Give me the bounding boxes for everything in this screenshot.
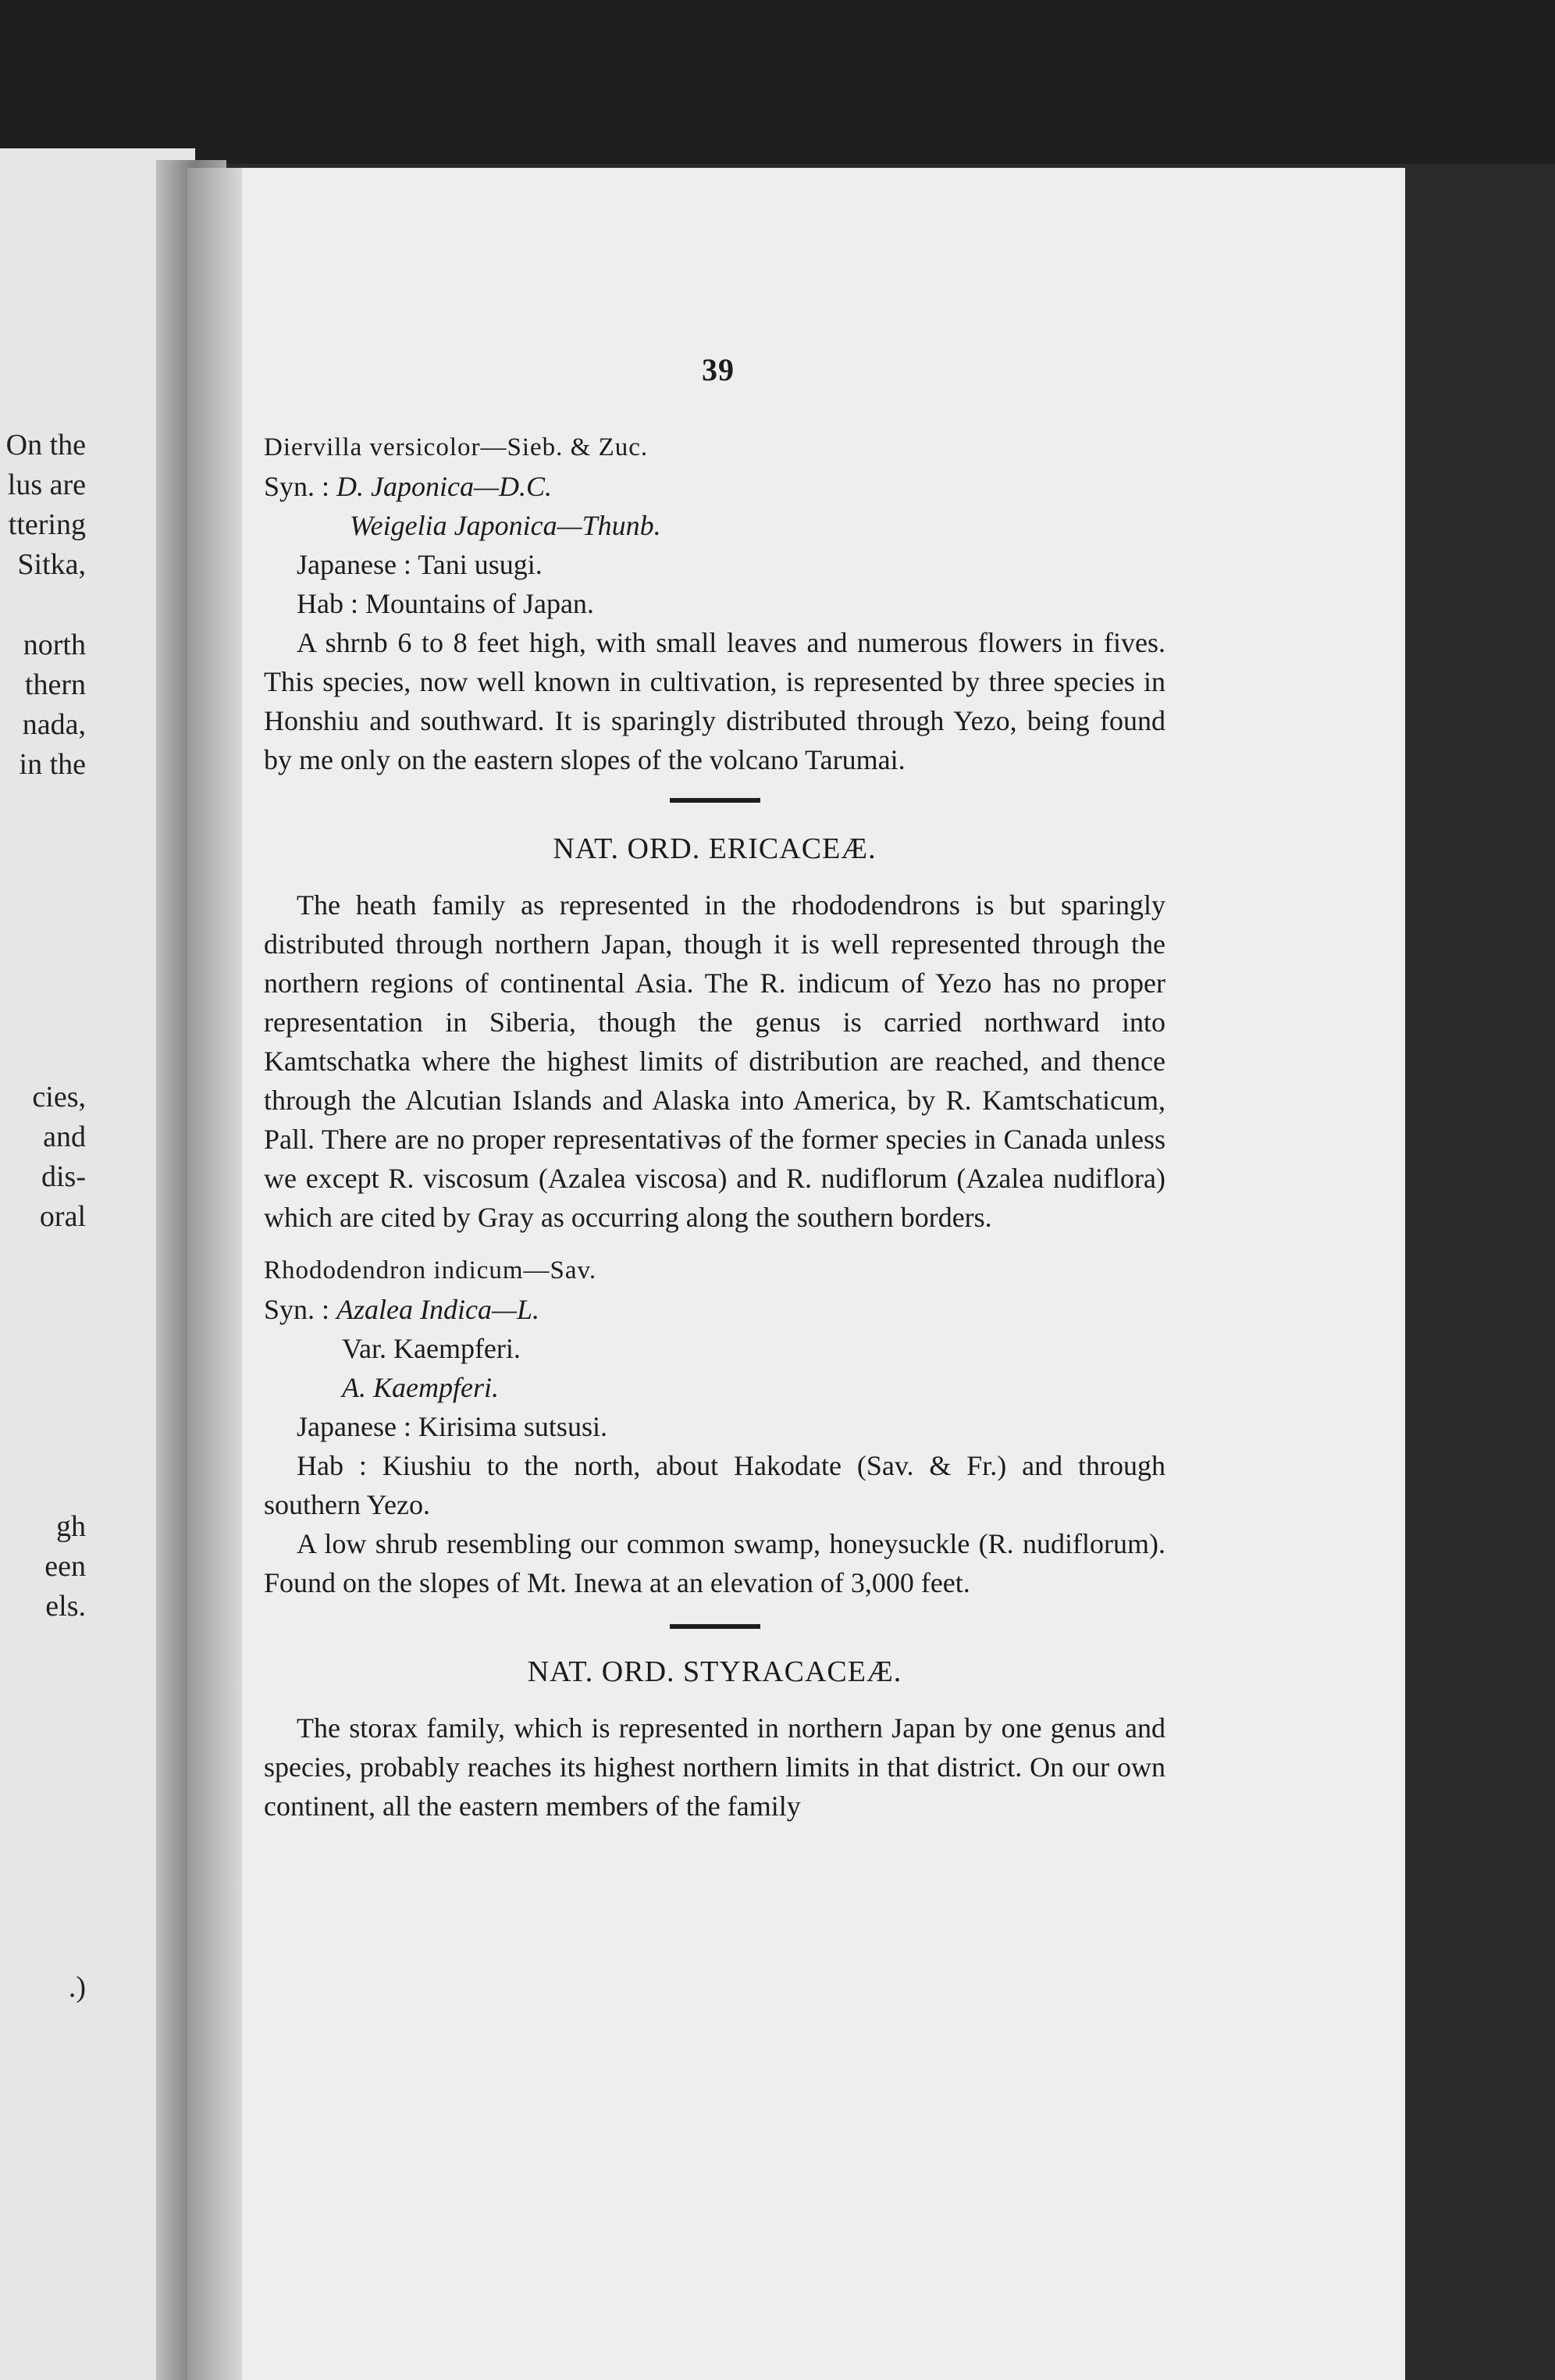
left-page-fragment: north — [23, 629, 86, 661]
page-content — [264, 428, 1165, 1826]
left-page-fragment: ttering — [8, 508, 86, 541]
species-name-diervilla: Diervilla versicolor—Sieb. & Zuc. — [264, 433, 649, 461]
background-top — [0, 0, 1555, 164]
intro-ericaceae: The heath family as represented in the rhododendrons is but sparingly distributed through northern Japan, though it is well represented through the northern regions of continental Asia. The R. indicum of Yezo has no proper representation in Siberia, though the genus is carried northward into Kamtschatka where the highest limits of distribution are reached, and thence through the Alcutian Islands and Alaska into America, by R. Kamtschaticum, Pall. There are no proper representativəs of the former species in Canada unless we except R. viscosum (Azalea viscosa) and R. nudiflorum (Azalea nudiflora) which are cited by Gray as occurring along the southern borders. — [264, 889, 1165, 1233]
left-page-fragment: gh — [56, 1510, 86, 1543]
left-page-fragment: and — [43, 1121, 86, 1153]
left-page-fragment: oral — [39, 1200, 86, 1233]
synonyms-diervilla: Syn. : D. Japonica—D.C. Weigelia Japonica—Thunb. — [264, 471, 661, 541]
left-page-fragment: dis- — [41, 1160, 86, 1193]
left-page-fragment: in the — [19, 748, 86, 781]
species-name-rhododendron: Rhododendron indicum—Sav. — [264, 1256, 597, 1284]
left-page-fragment: nada, — [22, 708, 86, 741]
left-page-fragment: cies, — [32, 1081, 86, 1113]
left-page-fragment: els. — [45, 1590, 86, 1623]
synonyms-rhododendron: Syn. : Azalea Indica—L. Var. Kaempferi. A. Kaempferi. — [264, 1294, 540, 1403]
intro-styracaceae: The storax family, which is represented in northern Japan by one genus and species, probably reaches its highest northern limits in that district. On our own continent, all the eastern members of the family — [264, 1712, 1165, 1822]
order-title-styracaceae: NAT. ORD. STYRACACEÆ. — [527, 1655, 902, 1688]
left-page-fragment: een — [44, 1550, 86, 1583]
japanese-name-rhododendron: Japanese : Kirisima sutsusi. — [297, 1411, 607, 1442]
page-shadow — [187, 168, 242, 2380]
habitat-diervilla: Hab : Mountains of Japan. — [297, 588, 594, 619]
left-page-fragment: On the — [5, 429, 86, 461]
japanese-name-diervilla: Japanese : Tani usugi. — [297, 549, 543, 580]
divider-2 — [264, 1602, 1165, 1652]
order-title-ericaceae: NAT. ORD. ERICACEÆ. — [553, 832, 877, 865]
page-number: 39 — [702, 352, 735, 387]
description-diervilla: A shrnb 6 to 8 feet high, with small leaves and numerous flowers in fives. This species, now well known in cultivation, is represented by three species in Honshiu and southward. It is sparingly distributed through Yezo, being found by me only on the eastern slopes of the volcano Tarumai. — [264, 627, 1165, 775]
description-rhododendron: A low shrub resembling our common swamp, honeysuckle (R. nudiflorum). Found on the slopes of Mt. Inewa at an elevation of 3,000 feet. — [264, 1528, 1165, 1598]
left-page-fragment: thern — [24, 668, 86, 701]
left-page-fragment: lus are — [7, 469, 86, 501]
left-page-fragment: Sitka, — [17, 548, 86, 581]
divider-1 — [264, 779, 1165, 829]
left-page-fragment: .) — [68, 1971, 86, 2004]
habitat-rhododendron: Hab : Kiushiu to the north, about Hakodate (Sav. & Fr.) and through southern Yezo. — [264, 1450, 1165, 1520]
